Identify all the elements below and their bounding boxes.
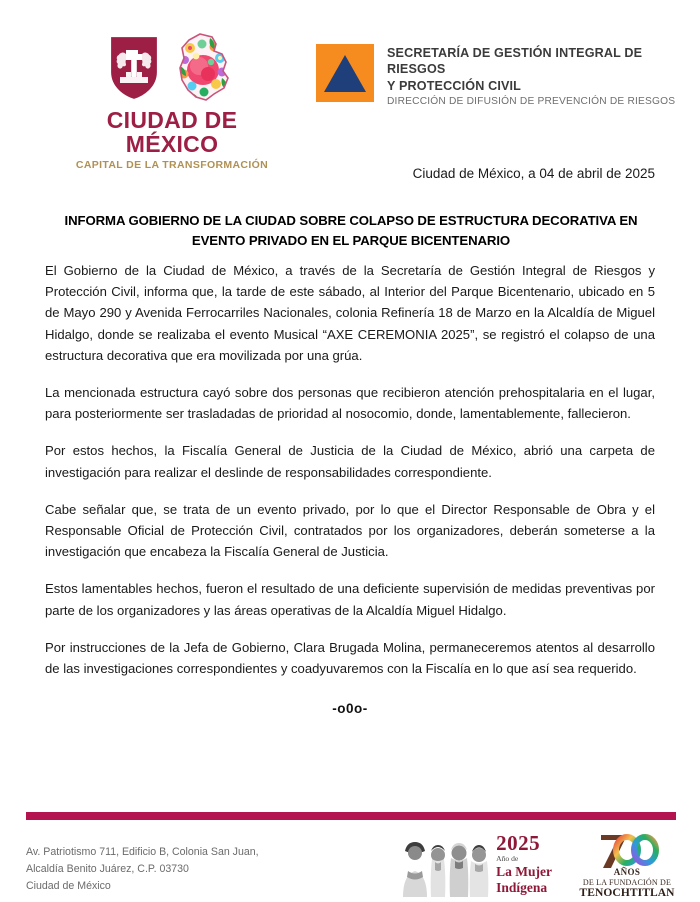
tenochtitlan-line-2: TENOCHTITLAN xyxy=(579,886,675,899)
mujer-subtitle: Año de xyxy=(496,854,519,864)
cdmx-shield-icon xyxy=(106,32,162,102)
mujer-year: 2025 xyxy=(496,831,541,856)
address-line-2: Alcaldía Benito Juárez, C.P. 03730 xyxy=(26,863,189,876)
sgirpc-subtitle: DIRECCIÓN DE DIFUSIÓN DE PREVENCIÓN DE RIESGOS xyxy=(387,96,676,108)
tenochtitlan-anos: AÑOS xyxy=(613,866,641,877)
tenochtitlan-line-1: DE LA FUNDACIÓN DE xyxy=(582,877,672,887)
footer-logos xyxy=(399,828,686,900)
address-line-1: Av. Patriotismo 711, Edificio B, Colonia San Juan, xyxy=(26,846,259,858)
cdmx-tagline: CAPITAL DE LA TRANSFORMACIÓN xyxy=(75,159,269,172)
civil-protection-triangle-icon xyxy=(316,44,374,102)
cdmx-floral-map-icon xyxy=(170,32,238,102)
end-separator: -o0o- xyxy=(332,701,368,717)
sgirpc-logo-block xyxy=(316,44,700,107)
document-body xyxy=(45,260,655,716)
paragraph: Cabe señalar que, se trata de un evento privado, por lo que el Director Responsable de Obra y el Responsable Oficial de Protección Civil, contratados por los organizadores, deberán someterse a la investigación que encabeza la Fiscalía General de Justicia. xyxy=(45,501,655,560)
paragraph: Estos lamentables hechos, fueron el resultado de una deficiente supervisión de medidas preventivas por parte de los organizadores y las áreas operativas de la Alcaldía Miguel Hidalgo. xyxy=(45,581,655,618)
cdmx-wordmark: CIUDAD DE MÉXICO xyxy=(106,107,238,158)
sgirpc-title-line2: Y PROTECCIÓN CIVIL xyxy=(387,78,522,93)
indigenous-women-photo xyxy=(399,831,491,897)
tenochtitlan-logo xyxy=(568,830,686,899)
document-header xyxy=(0,0,700,172)
document-footer xyxy=(0,828,700,900)
mujer-line-1: La Mujer xyxy=(496,863,552,879)
paragraph: Por instrucciones de la Jefa de Gobierno, Clara Brugada Molina, permaneceremos atentos al desarrollo de las investigaciones correspondientes y coadyuvaremos con la Fiscalía en lo que así sea requerido. xyxy=(45,639,655,677)
mujer-line-2: Indígena xyxy=(496,879,548,895)
paragraph: Por estos hechos, la Fiscalía General de Justicia de la Ciudad de México, abrió una carpeta de investigación para realizar el deslinde de responsabilidades correspondiente. xyxy=(45,443,655,480)
document-date: Ciudad de México, a 04 de abril de 2025 xyxy=(412,166,655,181)
page-title: INFORMA GOBIERNO DE LA CIUDAD SOBRE COLAPSO DE ESTRUCTURA DECORATIVA EN EVENTO PRIVADO EN EL PARQUE BICENTENARIO xyxy=(64,213,638,249)
cdmx-emblems xyxy=(62,30,282,102)
mujer-indigena-text xyxy=(496,833,552,895)
700-years-tenochtitlan-icon xyxy=(568,830,686,870)
footer-address xyxy=(26,844,259,895)
sgirpc-title-line1: SECRETARÍA DE GESTIÓN INTEGRAL DE RIESGOS xyxy=(387,46,643,77)
address-line-3: Ciudad de México xyxy=(26,880,111,893)
footer-divider xyxy=(26,812,676,820)
paragraph: La mencionada estructura cayó sobre dos personas que recibieron atención prehospitalaria en el lugar, para posteriormente ser trasladadas de prioridad al nosocomio, donde, lamentablemente, fallecieron. xyxy=(45,385,655,422)
sgirpc-text-block xyxy=(387,44,700,107)
mujer-indigena-logo xyxy=(399,830,552,898)
cdmx-logo xyxy=(62,30,282,171)
paragraph: El Gobierno de la Ciudad de México, a través de la Secretaría de Gestión Integral de Riesgos y Protección Civil, informa que, la tarde de este sábado, al Interior del Parque Bicentenario, ubicado en 5 de Mayo 290 y Avenida Ferrocarriles Nacionales, colonia Refinería 18 de Marzo en la Alcaldía de Miguel Hidalgo, donde se realizaba el evento Musical “AXE CEREMONIA 2025”, se registró el colapso de una estructura decorativa que era movilizada por una grúa. xyxy=(45,263,655,363)
